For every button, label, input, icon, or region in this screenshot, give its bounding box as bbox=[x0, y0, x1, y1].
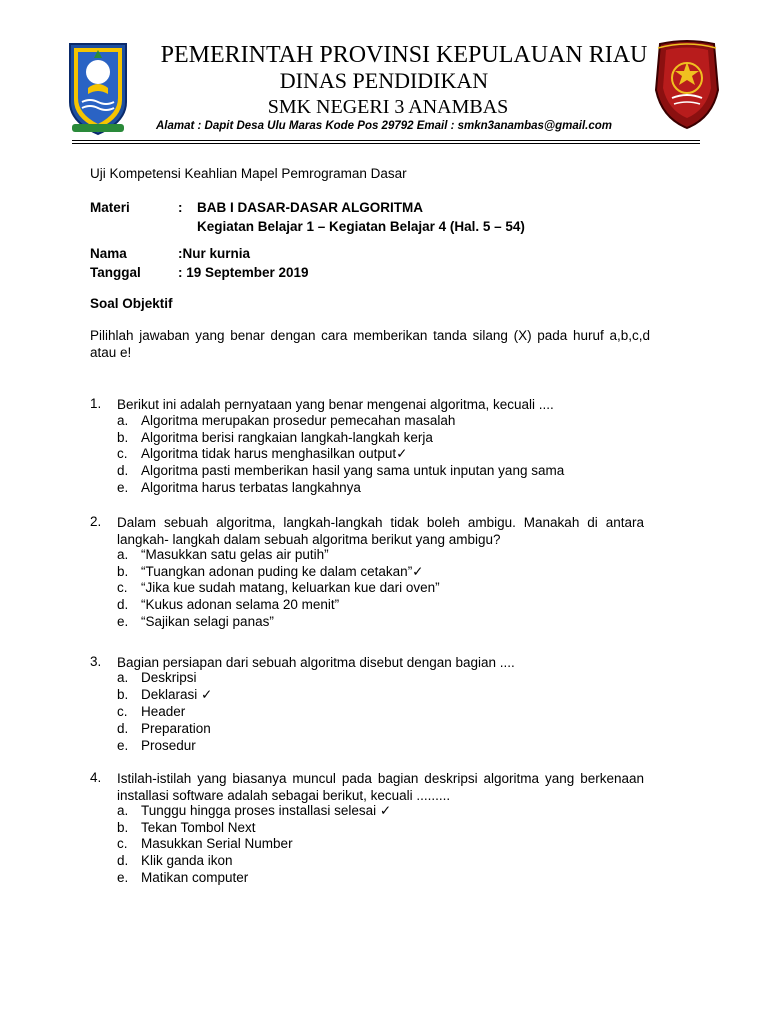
option-text: Algoritma harus terbatas langkahnya bbox=[141, 480, 361, 495]
header-divider-thin bbox=[72, 143, 700, 144]
option-item bbox=[117, 704, 185, 719]
option-item bbox=[117, 597, 339, 612]
option-text: Header bbox=[141, 704, 186, 719]
tanggal-value: : 19 September 2019 bbox=[178, 265, 309, 280]
option-text: “Kukus adonan selama 20 menit” bbox=[141, 597, 340, 612]
option-text: Tunggu hingga proses installasi selesai ✓ bbox=[141, 803, 392, 818]
option-letter: b. bbox=[117, 430, 129, 445]
option-text: Algoritma pasti memberikan hasil yang sama untuk inputan yang sama bbox=[141, 463, 565, 478]
option-item bbox=[117, 721, 211, 736]
materi-value-2: Kegiatan Belajar 1 – Kegiatan Belajar 4 (Hal. 5 – 54) bbox=[197, 219, 525, 234]
option-text: Masukkan Serial Number bbox=[141, 836, 293, 851]
option-letter: d. bbox=[117, 853, 129, 868]
option-item bbox=[117, 564, 424, 580]
question-number: 2. bbox=[90, 514, 102, 529]
option-item bbox=[117, 687, 212, 703]
materi-colon: : bbox=[178, 200, 183, 215]
option-item bbox=[117, 820, 256, 835]
option-item bbox=[117, 836, 293, 851]
option-text: “Tuangkan adonan puding ke dalam cetakan”✓ bbox=[141, 564, 424, 579]
doc-title: Uji Kompetensi Keahlian Mapel Pemrograman Dasar bbox=[90, 166, 407, 181]
question-text: Berikut ini adalah pernyataan yang benar mengenai algoritma, kecuali .... bbox=[117, 397, 554, 412]
option-item bbox=[117, 738, 196, 753]
option-letter: a. bbox=[117, 803, 129, 818]
option-letter: e. bbox=[117, 480, 129, 495]
option-letter: b. bbox=[117, 564, 129, 579]
option-text: Algoritma berisi rangkaian langkah-langkah kerja bbox=[141, 430, 433, 445]
option-item bbox=[117, 463, 564, 478]
option-letter: d. bbox=[117, 463, 129, 478]
option-letter: b. bbox=[117, 687, 129, 702]
option-letter: e. bbox=[117, 614, 129, 629]
option-item bbox=[117, 853, 233, 868]
option-text: Deskripsi bbox=[141, 670, 197, 685]
materi-value: BAB I DASAR-DASAR ALGORITMA bbox=[197, 200, 423, 215]
option-letter: d. bbox=[117, 597, 129, 612]
header-school: SMK NEGERI 3 ANAMBAS bbox=[267, 96, 509, 118]
question-number: 3. bbox=[90, 654, 102, 669]
option-text: Prosedur bbox=[141, 738, 196, 753]
tanggal-label: Tanggal bbox=[90, 265, 141, 280]
option-text: “Masukkan satu gelas air putih” bbox=[141, 547, 329, 562]
question-number: 4. bbox=[90, 770, 102, 785]
option-letter: e. bbox=[117, 870, 129, 885]
question-number: 1. bbox=[90, 396, 102, 411]
option-letter: a. bbox=[117, 670, 129, 685]
option-text: “Sajikan selagi panas” bbox=[141, 614, 274, 629]
option-item bbox=[117, 670, 197, 685]
section-heading: Soal Objektif bbox=[90, 296, 173, 311]
header-address: Alamat : Dapit Desa Ulu Maras Kode Pos 29792 Email : smkn3anambas@gmail.com bbox=[155, 120, 613, 132]
option-text: “Jika kue sudah matang, keluarkan kue dari oven” bbox=[141, 580, 440, 595]
option-letter: c. bbox=[117, 704, 128, 719]
option-text: Matikan computer bbox=[141, 870, 249, 885]
option-text: Algoritma merupakan prosedur pemecahan masalah bbox=[141, 413, 456, 428]
option-item bbox=[117, 614, 274, 629]
option-letter: c. bbox=[117, 580, 128, 595]
option-text: Tekan Tombol Next bbox=[141, 820, 256, 835]
option-letter: e. bbox=[117, 738, 129, 753]
question-text: Dalam sebuah algoritma, langkah-langkah tidak boleh ambigu. Manakah di antara langkah- langkah dalam sebuah algoritma berikut yang ambigu? bbox=[117, 515, 644, 547]
header-divider bbox=[72, 140, 700, 141]
option-text: Deklarasi ✓ bbox=[141, 687, 213, 702]
option-text: Klik ganda ikon bbox=[141, 853, 233, 868]
instruction-text: Pilihlah jawaban yang benar dengan cara memberikan tanda silang (X) pada huruf a,b,c,d atau e! bbox=[90, 328, 650, 360]
option-item bbox=[117, 480, 361, 495]
header-department: DINAS PENDIDIKAN bbox=[279, 68, 489, 93]
option-letter: a. bbox=[117, 547, 129, 562]
option-letter: d. bbox=[117, 721, 129, 736]
nama-label: Nama bbox=[90, 246, 127, 261]
nama-value: :Nur kurnia bbox=[178, 246, 251, 261]
option-text: Preparation bbox=[141, 721, 211, 736]
option-letter: c. bbox=[117, 836, 128, 851]
option-item bbox=[117, 446, 407, 462]
question-text: Istilah-istilah yang biasanya muncul pada bagian deskripsi algoritma yang berkenaan installasi software adalah sebagai berikut, kecuali ......... bbox=[117, 771, 644, 803]
option-item bbox=[117, 870, 248, 885]
option-letter: a. bbox=[117, 413, 129, 428]
option-item bbox=[117, 547, 329, 562]
question-text: Bagian persiapan dari sebuah algoritma disebut dengan bagian .... bbox=[117, 655, 515, 670]
option-item bbox=[117, 580, 440, 595]
option-item bbox=[117, 413, 455, 428]
option-text: Algoritma tidak harus menghasilkan output✓ bbox=[141, 446, 408, 461]
header-province: PEMERINTAH PROVINSI KEPULAUAN RIAU bbox=[160, 42, 648, 68]
option-letter: c. bbox=[117, 446, 128, 461]
option-item bbox=[117, 430, 433, 445]
materi-label: Materi bbox=[90, 200, 130, 215]
option-item bbox=[117, 803, 391, 819]
option-letter: b. bbox=[117, 820, 129, 835]
